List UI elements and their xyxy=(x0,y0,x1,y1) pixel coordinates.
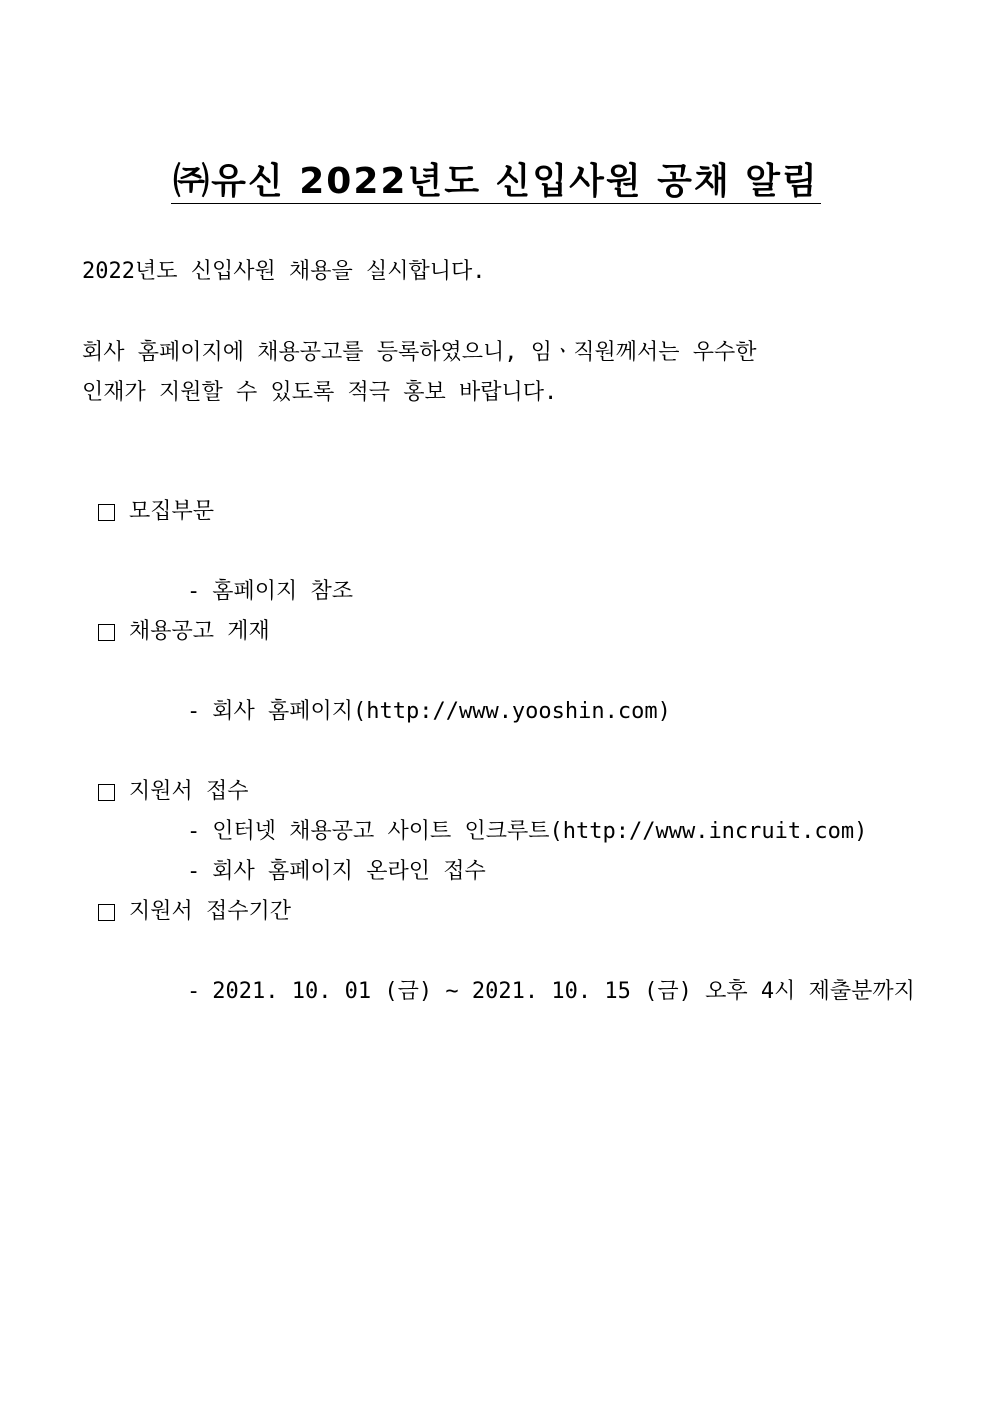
notice-line-1: 회사 홈페이지에 채용공고를 등록하였으니, 임ㆍ직원께서는 우수한 xyxy=(82,340,757,365)
checkbox-square-icon xyxy=(98,504,115,521)
section-heading: 채용공고 게재 xyxy=(129,619,270,644)
list-item: - 인터넷 채용공고 사이트 인크루트(http://www.incruit.com) xyxy=(98,772,867,892)
intro-paragraph: 2022년도 신입사원 채용을 실시합니다. xyxy=(82,259,486,284)
document-title xyxy=(0,158,992,206)
notice-line-2: 인재가 지원할 수 있도록 적극 홍보 바랍니다. xyxy=(82,380,558,405)
dash-bullet: - xyxy=(186,699,201,724)
section-application-period xyxy=(98,892,915,1052)
list-item: - 2021. 10. 01 (금) ~ 2021. 10. 15 (금) 오후 4시 제출분까지 xyxy=(98,932,915,1052)
list-item: - 회사 홈페이지 온라인 접수 xyxy=(98,812,486,932)
checkbox-square-icon xyxy=(98,904,115,921)
section-heading: 지원서 접수 xyxy=(129,779,249,804)
list-item: - 회사 홈페이지(http://www.yooshin.com) xyxy=(98,652,867,772)
section-heading: 지원서 접수기간 xyxy=(129,899,292,924)
dash-bullet: - xyxy=(186,579,201,604)
document-title-text: ㈜유신 2022년도 신입사원 공채 알림 xyxy=(173,161,819,202)
dash-bullet: - xyxy=(186,979,201,1004)
checkbox-square-icon xyxy=(98,784,115,801)
dash-bullet: - xyxy=(186,819,201,844)
list-item: - 홈페이지 참조 xyxy=(98,532,353,652)
dash-bullet: - xyxy=(186,859,201,884)
checkbox-square-icon xyxy=(98,624,115,641)
section-heading: 모집부문 xyxy=(129,499,215,524)
